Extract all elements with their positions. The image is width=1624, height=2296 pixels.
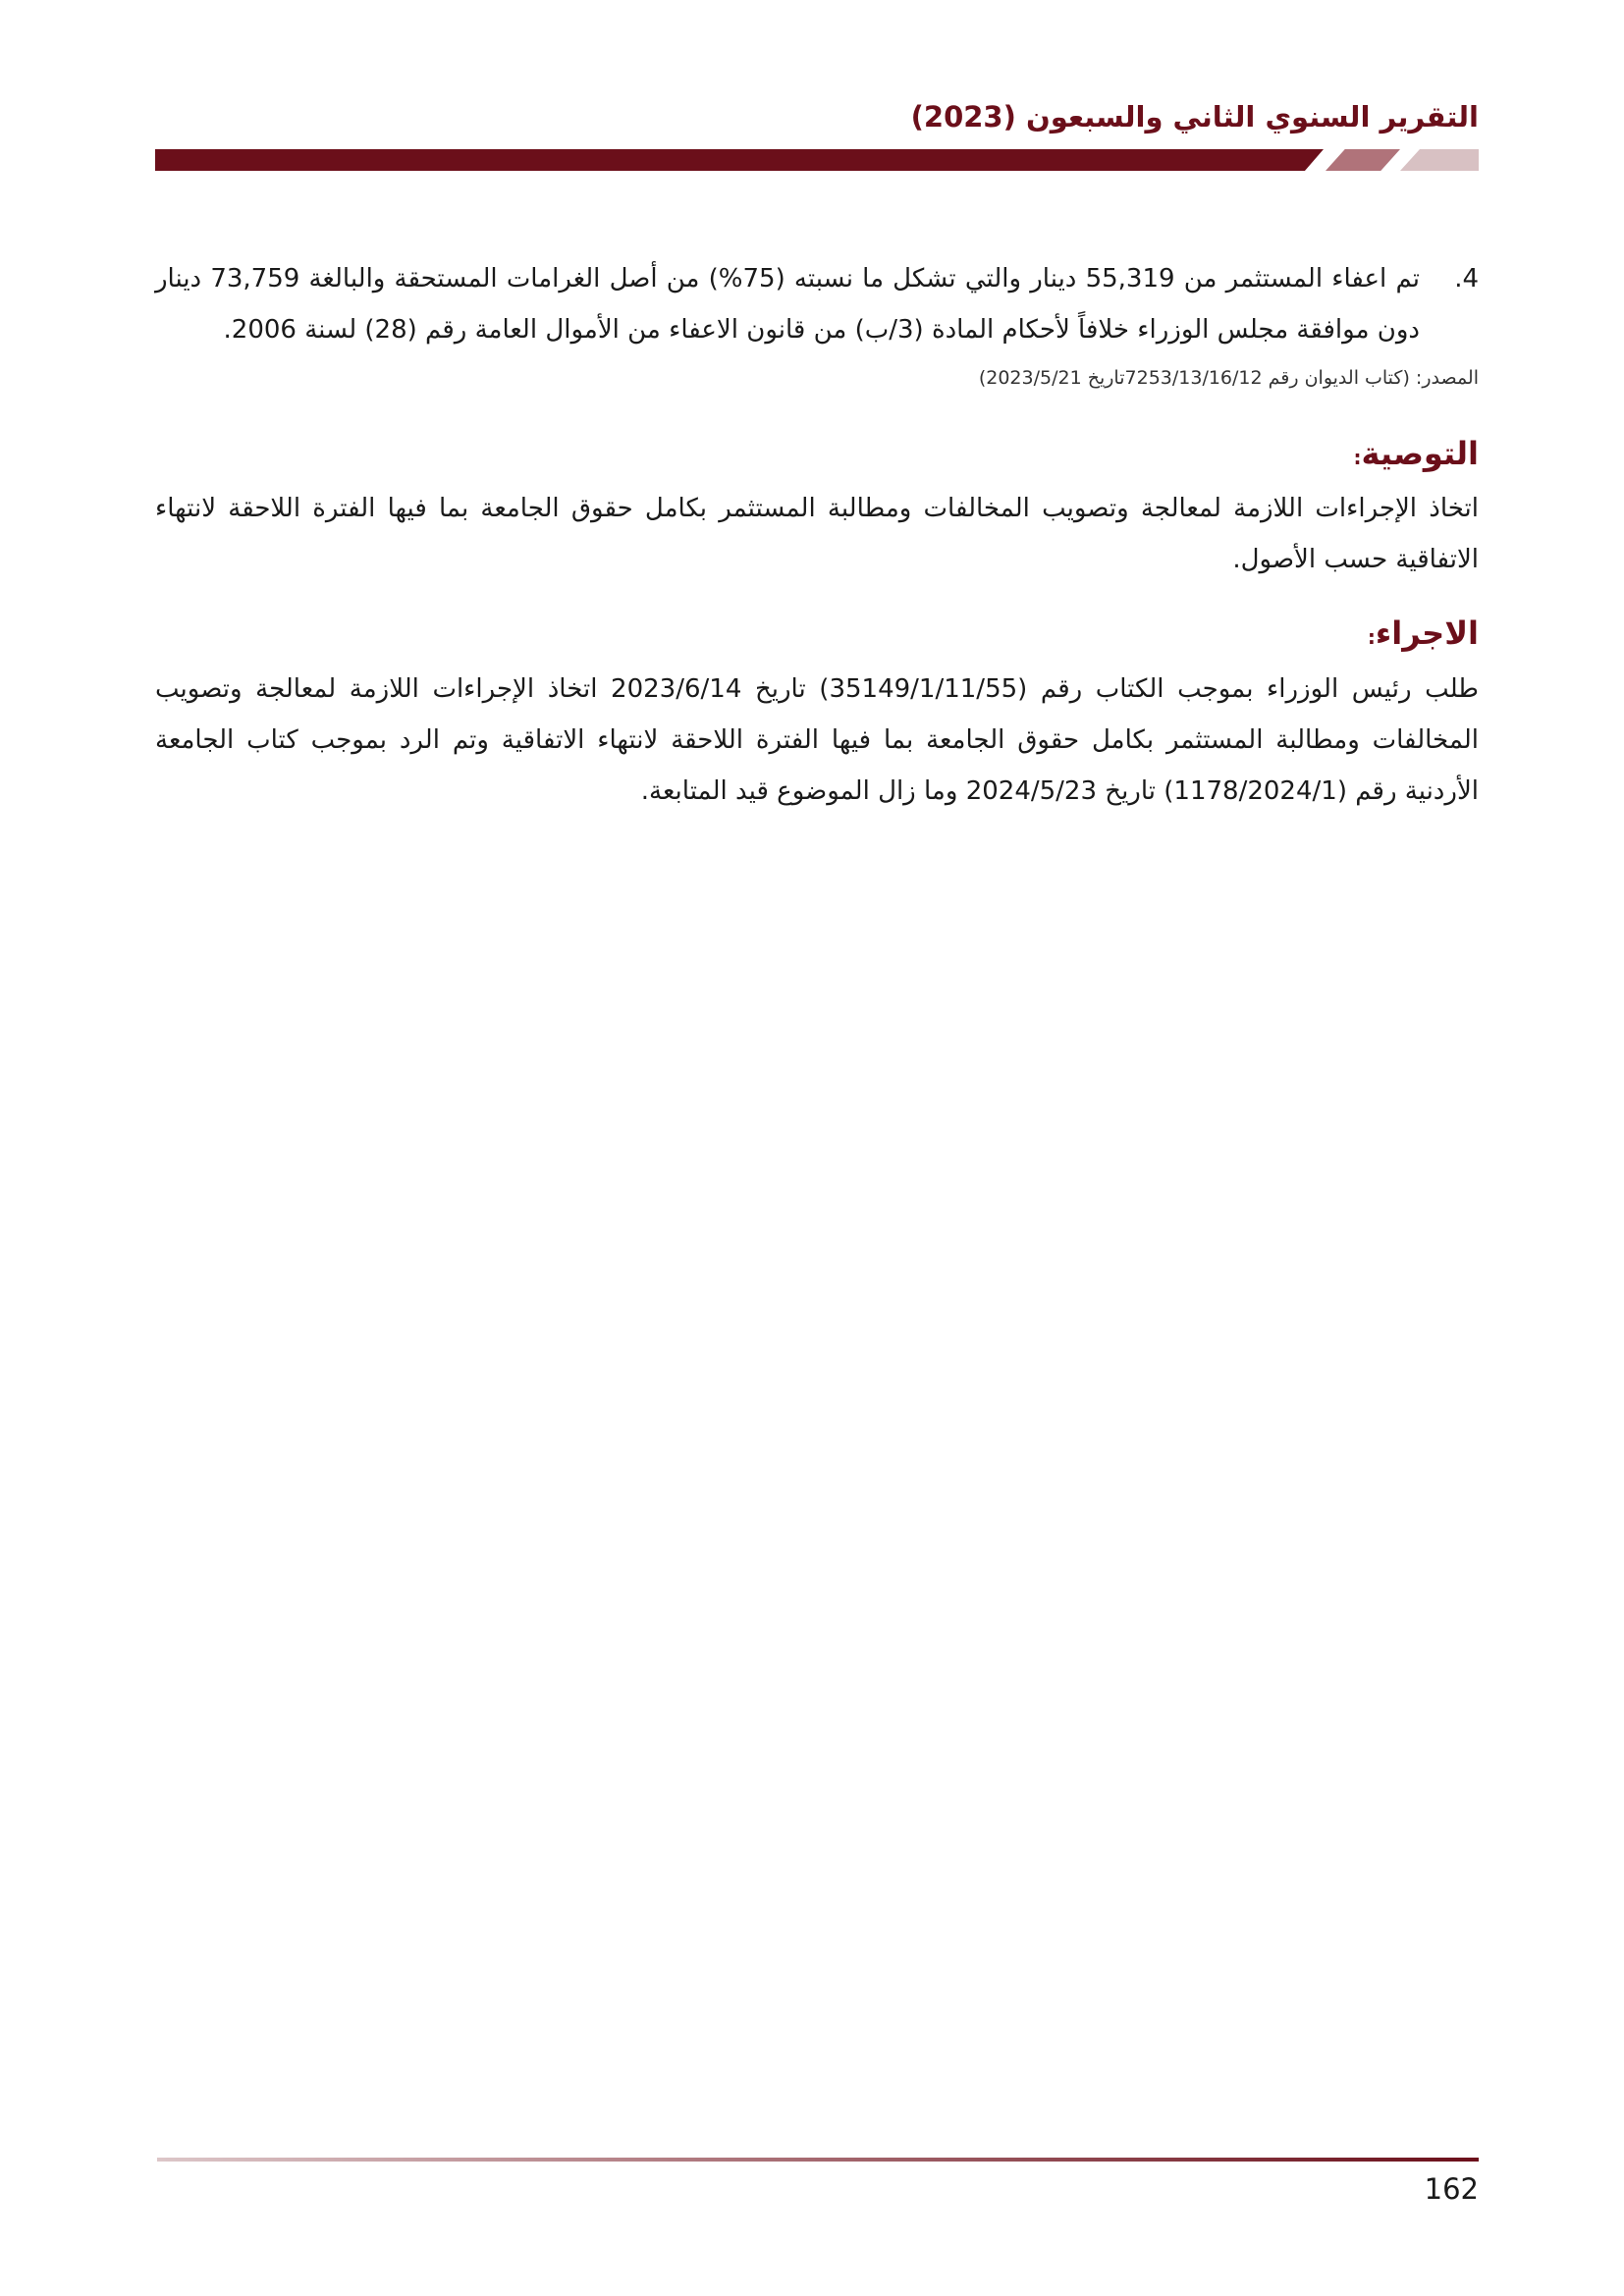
recommendation-text: اتخاذ الإجراءات اللازمة لمعالجة وتصويب المخالفات ومطالبة المستثمر بكامل حقوق الجامعة بما فيها الفترة اللاحقة لانتهاء الاتفاقية حسب الأصول. (155, 494, 1479, 574)
action-heading-colon: : (1367, 625, 1376, 649)
footer-rule (157, 2158, 1479, 2162)
action-heading-label: الاجراء (1375, 614, 1479, 652)
finding-number: 4. (1454, 264, 1479, 294)
recommendation-heading-label: التوصية (1361, 435, 1479, 472)
recommendation-heading-colon: : (1353, 446, 1362, 469)
page-number: 162 (1424, 2172, 1479, 2206)
header-band-light (1400, 149, 1479, 171)
action-heading (155, 614, 1479, 652)
report-title: التقرير السنوي الثاني والسبعون (2023) (910, 100, 1479, 133)
action-text: طلب رئيس الوزراء بموجب الكتاب رقم (35149/1/11/55) تاريخ 2023/6/14 اتخاذ الإجراءات اللازمة لمعالجة وتصويب المخالفات ومطالبة المستثمر بكامل حقوق الجامعة بما فيها الفترة اللاحقة لانتهاء الاتفاقية وتم الرد بموجب كتاب الجامعة الأردنية رقم (1178/2024/1) تاريخ 2024/5/23 وما زال الموضوع قيد المتابعة. (155, 674, 1479, 806)
finding-text: تم اعفاء المستثمر من 55,319 دينار والتي تشكل ما نسبته (75%) من أصل الغرامات المستحقة والبالغة 73,759 دينار دون موافقة مجلس الوزراء خلافاً لأحكام المادة (3/ب) من قانون الاعفاء من الأموال العامة رقم (28) لسنة 2006. (155, 264, 1420, 345)
finding-item (155, 253, 1479, 355)
header-band-mid (1326, 149, 1400, 171)
source-note: المصدر: (كتاب الديوان رقم 7253/13/16/12تاريخ 2023/5/21) (978, 367, 1479, 389)
recommendation-heading (155, 435, 1479, 472)
header-band-dark (155, 149, 1324, 171)
